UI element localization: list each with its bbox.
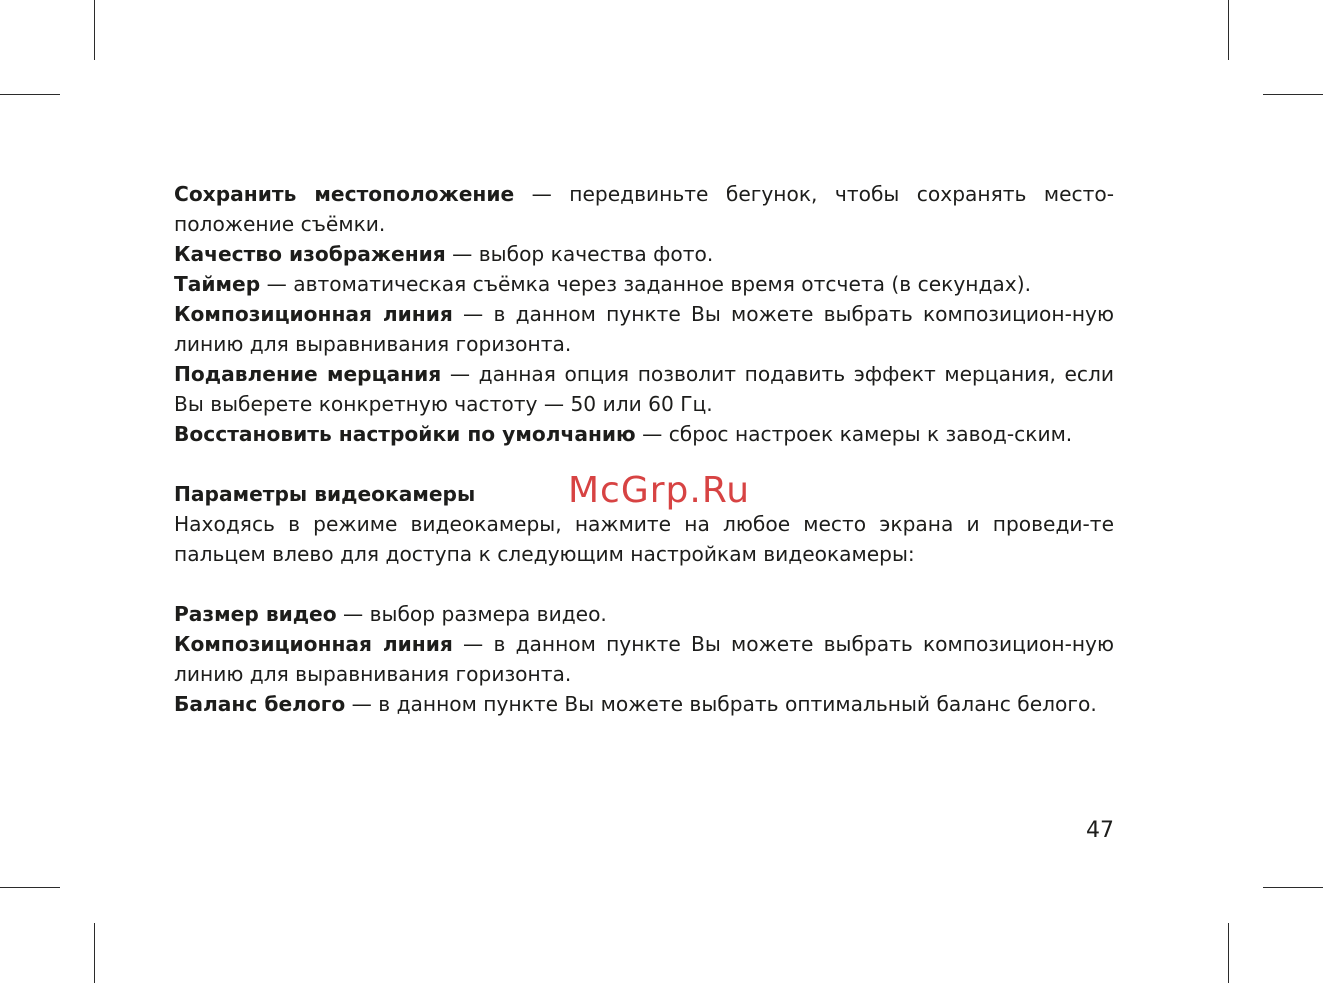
setting-term: Подавление мерцания	[174, 362, 442, 386]
setting-term: Композиционная линия	[174, 632, 453, 656]
spacer	[174, 569, 1114, 599]
setting-term: Восстановить настройки по умолчанию	[174, 422, 636, 446]
crop-mark-top-left-vertical	[94, 0, 95, 60]
setting-term: Качество изображения	[174, 242, 446, 266]
section-intro: Находясь в режиме видеокамеры, нажмите на любое место экрана и проведи-те пальцем влево для доступа к следующим настройкам видеокамеры:	[174, 512, 1114, 566]
setting-term: Сохранить местоположение	[174, 182, 515, 206]
setting-restore-defaults	[174, 419, 1114, 449]
crop-mark-bottom-left-vertical	[94, 923, 95, 983]
setting-description: — автоматическая съёмка через заданное время отсчета (в секундах).	[260, 272, 1032, 296]
setting-timer	[174, 269, 1114, 299]
setting-description: — передвиньте бегунок, чтобы сохранять место-положение съёмки.	[174, 182, 1114, 236]
setting-composition-line	[174, 299, 1114, 359]
crop-mark-top-left-horizontal	[0, 94, 60, 95]
setting-term: Композиционная линия	[174, 302, 453, 326]
setting-term: Баланс белого	[174, 692, 346, 716]
crop-mark-bottom-right-vertical	[1228, 923, 1229, 983]
setting-white-balance	[174, 689, 1114, 719]
setting-description: — в данном пункте Вы можете выбрать оптимальный баланс белого.	[345, 692, 1097, 716]
setting-video-composition-line	[174, 629, 1114, 689]
setting-description: — в данном пункте Вы можете выбрать композицион-ную линию для выравнивания горизонта.	[174, 302, 1114, 356]
setting-description: — выбор размера видео.	[336, 602, 607, 626]
crop-mark-bottom-right-horizontal	[1263, 887, 1323, 888]
setting-flicker-reduction	[174, 359, 1114, 419]
setting-description: — сброс настроек камеры к завод-ским.	[635, 422, 1073, 446]
setting-description: — выбор качества фото.	[445, 242, 714, 266]
crop-mark-bottom-left-horizontal	[0, 887, 60, 888]
setting-image-quality	[174, 239, 1114, 269]
setting-term: Размер видео	[174, 602, 337, 626]
setting-description: — данная опция позволит подавить эффект мерцания, если Вы выберете конкретную частоту — 50 или 60 Гц.	[174, 362, 1114, 416]
section-title: Параметры видеокамеры	[174, 482, 476, 506]
setting-save-location	[174, 179, 1114, 239]
page-number: 47	[1086, 818, 1114, 843]
setting-description: — в данном пункте Вы можете выбрать композицион-ную линию для выравнивания горизонта.	[174, 632, 1114, 686]
setting-video-size	[174, 599, 1114, 629]
crop-mark-top-right-vertical	[1228, 0, 1229, 60]
setting-term: Таймер	[174, 272, 261, 296]
watermark: McGrp.Ru	[568, 470, 751, 511]
crop-mark-top-right-horizontal	[1263, 94, 1323, 95]
page-content	[174, 179, 1114, 719]
